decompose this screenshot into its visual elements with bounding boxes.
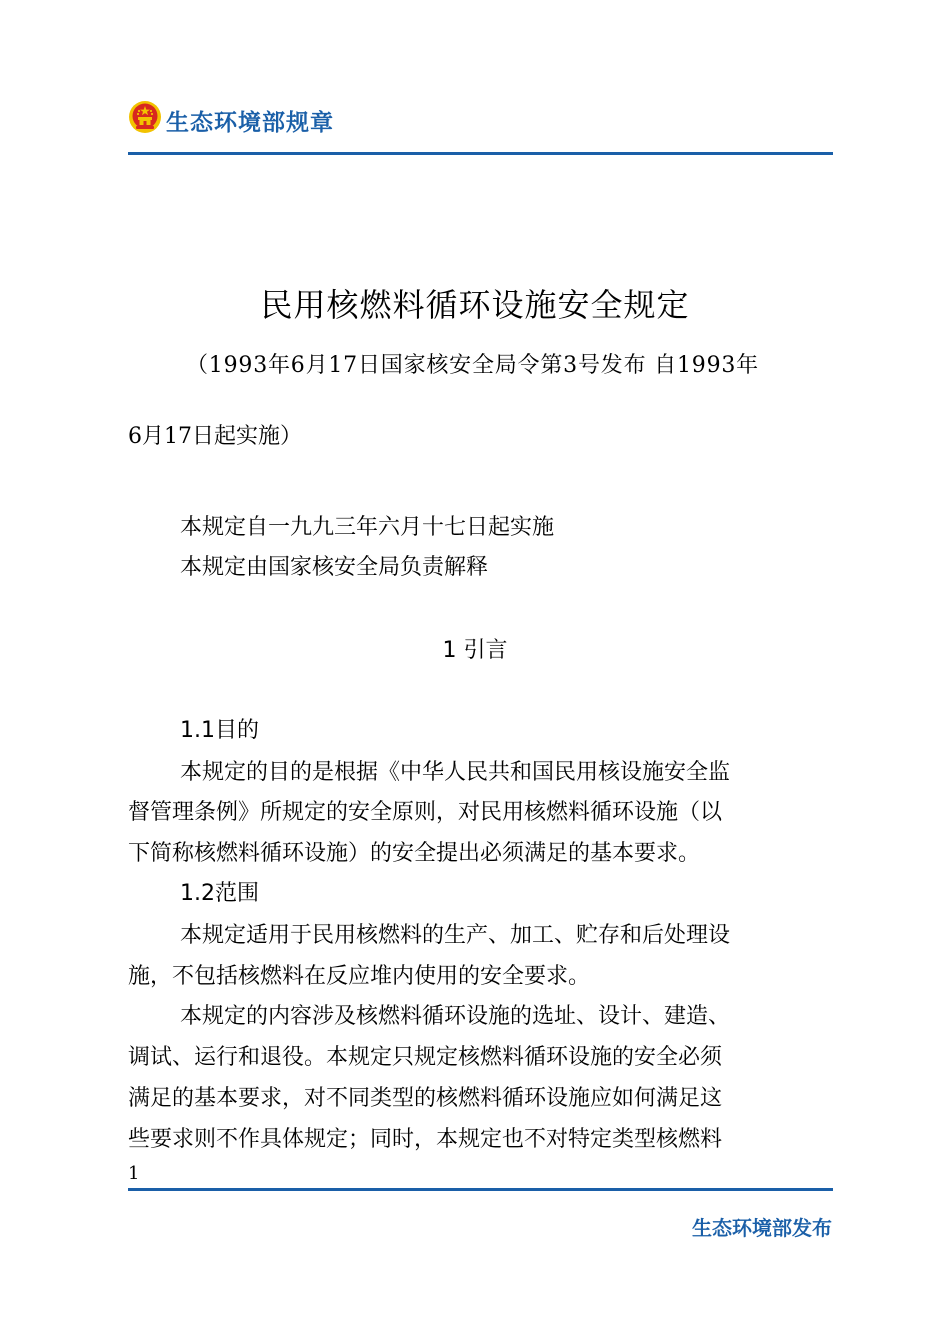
national-emblem-icon	[128, 100, 162, 134]
paragraph-line: 施，不包括核燃料在反应堆内使用的安全要求。	[128, 964, 591, 989]
footer-publisher: 生态环境部发布	[692, 1216, 832, 1240]
paragraph-line: 下简称核燃料循环设施）的安全提出必须满足的基本要求。	[128, 841, 701, 866]
effective-date-statement: 本规定自一九九三年六月十七日起实施	[180, 515, 555, 540]
page-number: 1	[128, 1163, 140, 1184]
paragraph-line: 本规定的内容涉及核燃料循环设施的选址、设计、建造、	[180, 1004, 731, 1029]
subsection-heading-scope: 1.2范围	[180, 881, 259, 906]
paragraph-line: 本规定适用于民用核燃料的生产、加工、贮存和后处理设	[180, 923, 731, 948]
document-title: 民用核燃料循环设施安全规定	[260, 286, 690, 324]
paragraph-line: 本规定的目的是根据《中华人民共和国民用核设施安全监	[180, 760, 731, 785]
paragraph-line: 督管理条例》所规定的安全原则，对民用核燃料循环设施（以	[128, 800, 723, 825]
section-heading: 1 引言	[442, 638, 508, 663]
issue-info-line-2: 6月17日起实施）	[128, 424, 302, 449]
paragraph-line: 些要求则不作具体规定；同时，本规定也不对特定类型核燃料	[128, 1127, 723, 1152]
paragraph-line: 调试、运行和退役。本规定只规定核燃料循环设施的安全必须	[128, 1045, 723, 1070]
subsection-heading-purpose: 1.1目的	[180, 718, 259, 743]
page-header	[128, 96, 832, 156]
header-divider	[128, 152, 833, 155]
interpretation-statement: 本规定由国家核安全局负责解释	[180, 555, 489, 580]
footer-divider	[128, 1188, 833, 1191]
header-title: 生态环境部规章	[166, 110, 334, 136]
paragraph-line: 满足的基本要求，对不同类型的核燃料循环设施应如何满足这	[128, 1086, 723, 1111]
issue-info-line-1: （1993年6月17日国家核安全局令第3号发布 自1993年	[186, 353, 759, 378]
